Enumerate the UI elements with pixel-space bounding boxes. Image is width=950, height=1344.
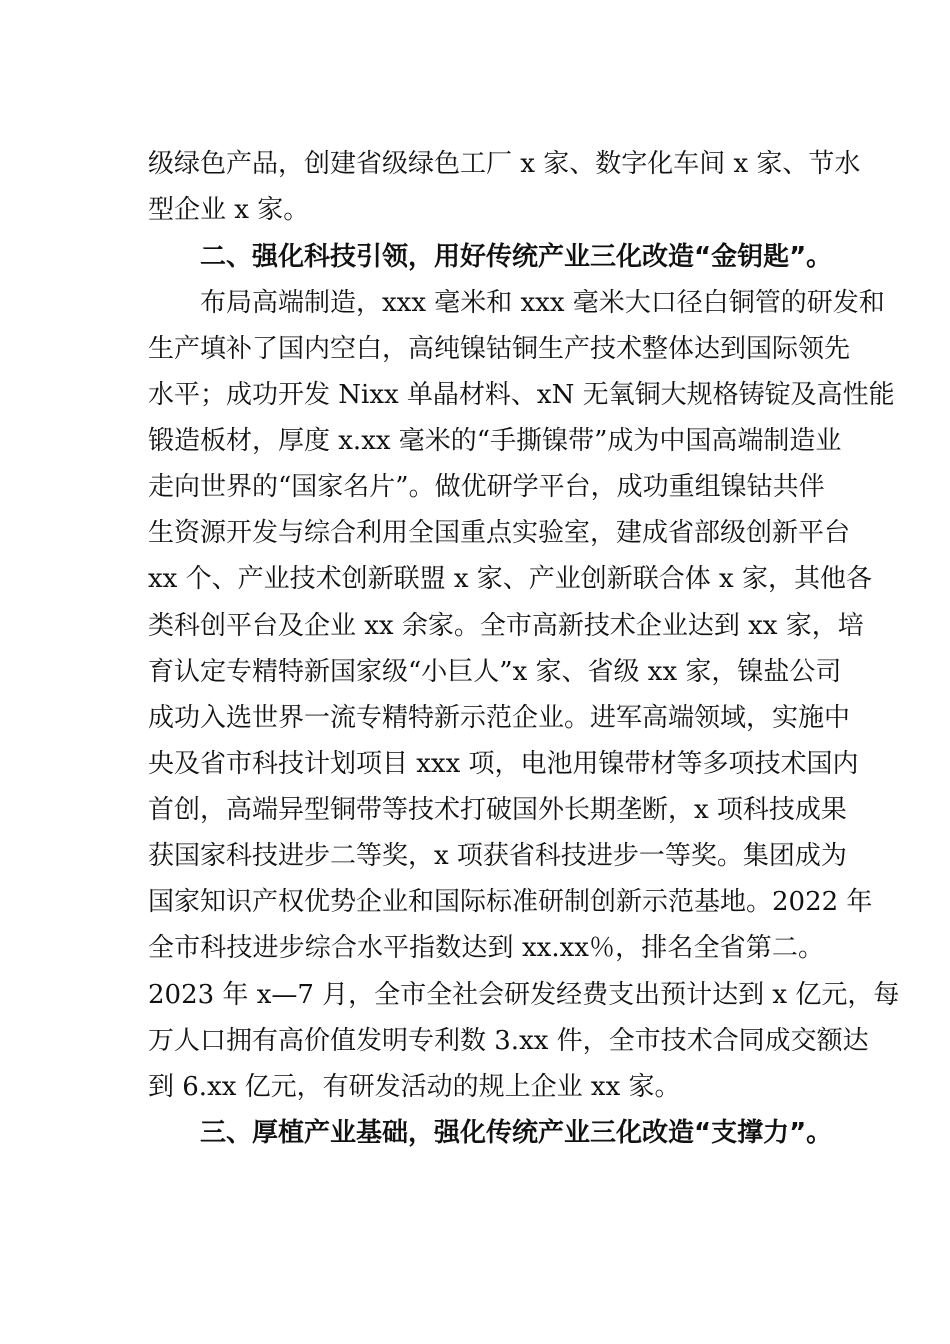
- paragraph-line: 生产填补了国内空白，高纯镍钴铜生产技术整体达到国际领先: [148, 334, 851, 364]
- paragraph-line: 获国家科技进步二等奖，x 项获省科技进步一等奖。集团成为: [148, 841, 847, 871]
- section-heading-3: 三、厚植产业基础，强化传统产业三化改造“支撑力”。: [200, 1118, 833, 1148]
- paragraph-line: 布局高端制造，xxx 毫米和 xxx 毫米大口径白铜管的研发和: [200, 288, 885, 318]
- paragraph-line: 国家知识产权优势企业和国际标准研制创新示范基地。2022 年: [148, 887, 873, 917]
- paragraph-line: 型企业 x 家。: [148, 195, 310, 225]
- paragraph-line: 水平；成功开发 Nixx 单晶材料、xN 无氧铜大规格铸锭及高性能: [148, 380, 895, 410]
- section-heading-2: 二、强化科技引领，用好传统产业三化改造“金钥匙”。: [200, 242, 833, 272]
- paragraph-line: 成功入选世界一流专精特新示范企业。进军高端领域，实施中: [148, 703, 851, 733]
- paragraph-line: 2023 年 x—7 月，全市全社会研发经费支出预计达到 x 亿元，每: [148, 980, 900, 1010]
- paragraph-line: 锻造板材，厚度 x.xx 毫米的“手撕镍带”成为中国高端制造业: [148, 426, 842, 456]
- paragraph-line: 生资源开发与综合利用全国重点实验室，建成省部级创新平台: [148, 518, 851, 548]
- paragraph-line: xx 个、产业技术创新联盟 x 家、产业创新联合体 x 家，其他各: [148, 564, 872, 594]
- paragraph-line: 全市科技进步综合水平指数达到 xx.xx％，排名全省第二。: [148, 933, 824, 963]
- paragraph-line: 到 6.xx 亿元，有研发活动的规上企业 xx 家。: [148, 1072, 681, 1102]
- paragraph-line: 走向世界的“国家名片”。做优研学平台，成功重组镍钴共伴: [148, 472, 825, 502]
- paragraph-line: 首创，高端异型铜带等技术打破国外长期垄断，x 项科技成果: [148, 795, 847, 825]
- paragraph-line: 万人口拥有高价值发明专利数 3.xx 件，全市技术合同成交额达: [148, 1026, 869, 1056]
- paragraph-line: 育认定专精特新国家级“小巨人”x 家、省级 xx 家，镍盐公司: [148, 657, 842, 687]
- paragraph-line: 类科创平台及企业 xx 余家。全市高新技术企业达到 xx 家，培: [148, 611, 864, 641]
- paragraph-line: 级绿色产品，创建省级绿色工厂 x 家、数字化车间 x 家、节水: [148, 149, 861, 179]
- paragraph-line: 央及省市科技计划项目 xxx 项，电池用镍带材等多项技术国内: [148, 749, 859, 779]
